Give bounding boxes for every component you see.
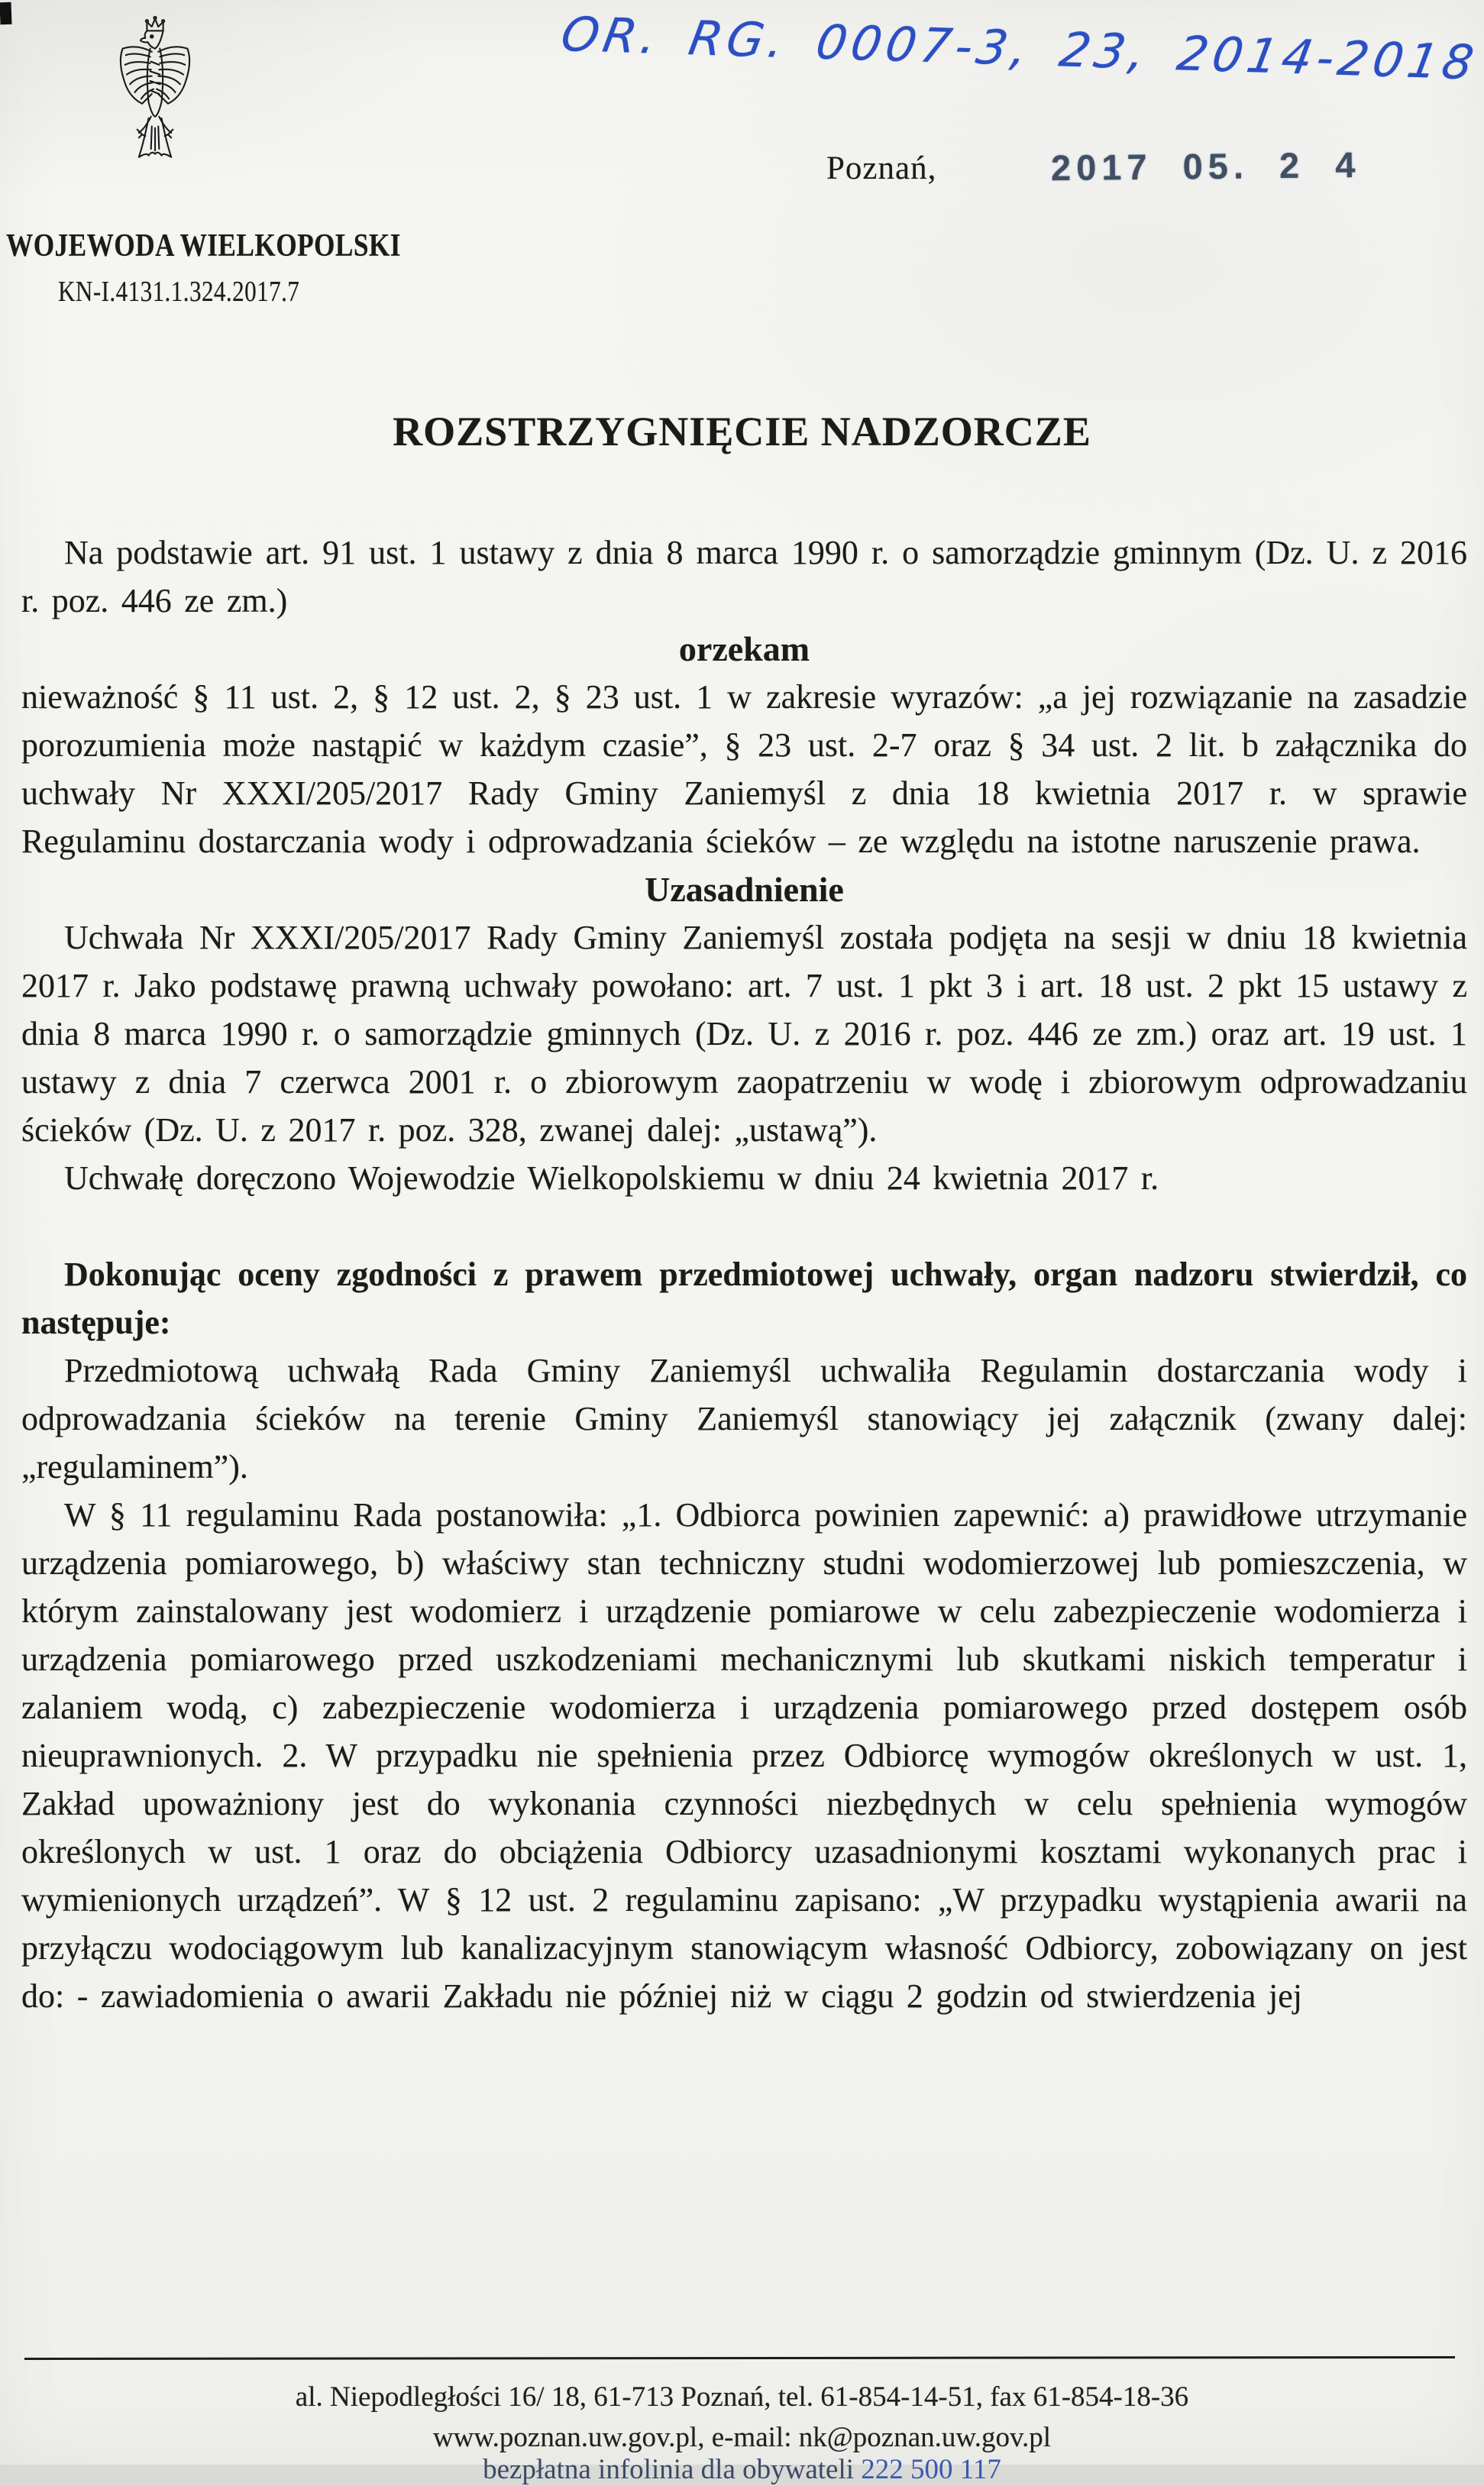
- footer-infoline-text: bezpłatna infolinia dla obywateli: [483, 2454, 862, 2485]
- date-stamp: 2017 05. 2 4: [1050, 144, 1361, 189]
- document-title: ROZSTRZYGNIĘCIE NADZORCZE: [393, 409, 1091, 454]
- justification-paragraph-delivery: Uchwałę doręczono Wojewodzie Wielkopolskiemu w dniu 24 kwietnia 2017 r.: [64, 1159, 1159, 1197]
- ruling-paragraph: nieważność § 11 ust. 2, § 12 ust. 2, § 23 ust. 1 w zakresie wyrazów: „a jej rozwiązanie na zasadzie porozumienia może nastąpić w każdym czasie”, § 23 ust. 2-7 oraz § 34 ust. 2 lit. b załącznika do uchwały Nr XXXI/205/2017 Rady Gminy Zaniemyśl z dnia 18 kwietnia 2017 r. w sprawie Regulaminu dostarczania wody i odprowadzania ścieków – ze względu na istotne naruszenie prawa.: [21, 678, 1467, 860]
- ruling-heading: orzekam: [678, 629, 810, 668]
- footer-infoline-partial: [0, 2453, 1484, 2486]
- polish-eagle-emblem: [115, 12, 196, 176]
- handwritten-annotation: OR. RG. 0007-3, 23, 2014-2018: [557, 6, 1482, 91]
- footer-contact-line: www.poznan.uw.gov.pl, e-mail: nk@poznan.uw.gov.pl: [432, 2422, 1052, 2453]
- footer-infoline-number: 222 500 117: [861, 2454, 1001, 2485]
- justification-paragraph-adoption: Uchwała Nr XXXI/205/2017 Rady Gminy Zaniemyśl została podjęta na sesji w dniu 18 kwietnia 2017 r. Jako podstawę prawną uchwały powołano: art. 7 ust. 1 pkt 3 i art. 18 ust. 2 pkt 15 ustawy z dnia 8 marca 1990 r. o samorządzie gminnych (Dz. U. z 2016 r. poz. 446 ze zm.) oraz art. 19 ust. 1 ustawy z dnia 7 czerwca 2001 r. o zbiorowym zaopatrzeniu w wodę i zbiorowym odprowadzaniu ścieków (Dz. U. z 2017 r. poz. 328, zwanej dalej: „ustawą”).: [21, 919, 1467, 1149]
- authority-name: WOJEWODA WIELKOPOLSKI: [6, 228, 401, 263]
- letterhead-footer: [0, 2377, 1484, 2458]
- eagle-icon: [115, 12, 196, 176]
- place-label: Poznań,: [826, 150, 937, 186]
- justification-heading: Uzasadnienie: [645, 870, 844, 909]
- assessment-paragraph: Dokonując oceny zgodności z prawem przedmiotowej uchwały, organ nadzoru stwierdził, co następuje:: [21, 1256, 1467, 1341]
- case-reference-number: KN-I.4131.1.324.2017.7: [58, 276, 300, 308]
- footer-address-line: al. Niepodległości 16/ 18, 61-713 Poznań, tel. 61-854-14-51, fax 61-854-18-36: [295, 2381, 1189, 2413]
- legal-basis-paragraph: Na podstawie art. 91 ust. 1 ustawy z dnia 8 marca 1990 r. o samorządzie gminnym (Dz. U. z 2016 r. poz. 446 ze zm.): [21, 534, 1467, 619]
- document-body: [21, 529, 1467, 2020]
- footer-divider: [24, 2356, 1455, 2360]
- justification-paragraph-regulation: Przedmiotową uchwałą Rada Gminy Zaniemyśl uchwaliła Regulamin dostarczania wody i odprowadzania ścieków na terenie Gminy Zaniemyśl stanowiący jej załącznik (zwany dalej: „regulaminem”).: [21, 1352, 1467, 1485]
- justification-paragraph-section11: W § 11 regulaminu Rada postanowiła: „1. Odbiorca powinien zapewnić: a) prawidłowe utrzymanie urządzenia pomiarowego, b) właściwy stan techniczny studni wodomierzowej lub pomieszczenia, w którym zainstalowany jest wodomierz i urządzenie pomiarowe w celu zabezpieczenie wodomierza i urządzenia pomiarowego przed uszkodzeniami mechanicznymi lub skutkami niskich temperatur i zalaniem wodą, c) zabezpieczenie wodomierza i urządzenia pomiarowego przed dostępem osób nieuprawnionych. 2. W przypadku nie spełnienia przez Odbiorcę wymogów określonych w ust. 1, Zakład upoważniony jest do wykonania czynności niezbędnych w celu spełnienia wymogów określonych w ust. 1 oraz do obciążenia Odbiorcy uzasadnionymi kosztami wykonanych prac i wymienionych urządzeń”. W § 12 ust. 2 regulaminu zapisano: „W przypadku wystąpienia awarii na przyłączu wodociągowym lub kanalizacyjnym stanowiącym własność Odbiorcy, zobowiązany on jest do: - zawiadomienia o awarii Zakładu nie później niż w ciągu 2 godzin od stwierdzenia jej: [21, 1496, 1467, 2015]
- scan-artifact-mark: [0, 2, 12, 25]
